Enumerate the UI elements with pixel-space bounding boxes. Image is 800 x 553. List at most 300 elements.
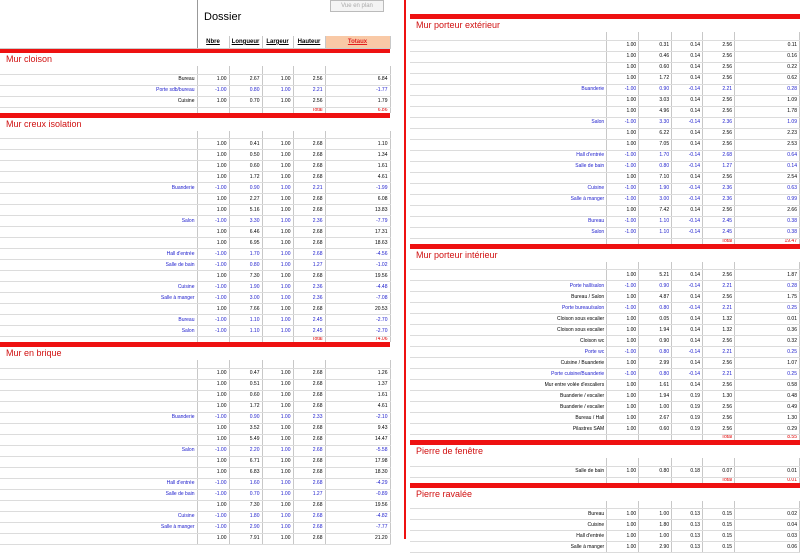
cell-largeur[interactable]: 0.14 (672, 292, 703, 303)
cell-hauteur[interactable]: 2.56 (703, 380, 735, 391)
cell-longueur[interactable]: 0.80 (639, 161, 672, 172)
row-label[interactable]: Buanderie (410, 84, 607, 95)
cell-largeur[interactable]: 1.00 (262, 260, 293, 271)
cell-totaux[interactable]: 0.38 (735, 227, 800, 238)
cell-nbre[interactable]: 1.00 (607, 531, 639, 542)
cell-longueur[interactable]: 0.80 (639, 466, 672, 477)
cell-nbre[interactable]: -1.00 (197, 183, 229, 194)
cell-nbre[interactable]: -1.00 (607, 216, 639, 227)
cell-longueur[interactable]: 7.91 (229, 533, 262, 544)
cell-largeur[interactable]: 1.00 (262, 205, 293, 216)
row-label[interactable] (410, 205, 607, 216)
cell-hauteur[interactable]: 0.07 (703, 466, 735, 477)
row-label[interactable] (0, 467, 197, 478)
cell-nbre[interactable]: -1.00 (607, 347, 639, 358)
cell-nbre[interactable]: 1.00 (607, 139, 639, 150)
row-label[interactable]: Porte wc (410, 347, 607, 358)
cell-longueur[interactable]: 1.60 (229, 478, 262, 489)
cell-longueur[interactable]: 0.80 (639, 347, 672, 358)
cell-hauteur[interactable]: 2.68 (293, 401, 325, 412)
cell-totaux[interactable]: 0.25 (735, 369, 800, 380)
row-label[interactable]: Cuisine (0, 96, 197, 107)
cell-largeur[interactable]: 0.14 (672, 325, 703, 336)
cell-longueur[interactable]: 0.46 (639, 51, 672, 62)
cell-hauteur[interactable]: 2.68 (293, 533, 325, 544)
cell-largeur[interactable]: 0.19 (672, 413, 703, 424)
cell-largeur[interactable]: 0.14 (672, 128, 703, 139)
cell-hauteur[interactable]: 2.68 (293, 161, 325, 172)
cell-hauteur[interactable]: 2.36 (703, 194, 735, 205)
cell-nbre[interactable]: -1.00 (197, 489, 229, 500)
cell-longueur[interactable]: 1.70 (639, 150, 672, 161)
cell-totaux[interactable]: -2.10 (325, 412, 390, 423)
cell-totaux[interactable]: 14.47 (325, 434, 390, 445)
row-label[interactable]: Cloison sous escalier (410, 314, 607, 325)
cell-nbre[interactable]: 1.00 (197, 456, 229, 467)
cell-hauteur[interactable]: 2.56 (703, 205, 735, 216)
cell-largeur[interactable]: 0.14 (672, 51, 703, 62)
cell-nbre[interactable]: -1.00 (197, 293, 229, 304)
cell-hauteur[interactable]: 0.15 (703, 542, 735, 553)
cell-largeur[interactable]: 1.00 (262, 315, 293, 326)
cell-hauteur[interactable]: 2.36 (293, 282, 325, 293)
cell-hauteur[interactable]: 1.27 (293, 260, 325, 271)
cell-totaux[interactable]: 0.28 (735, 84, 800, 95)
cell-hauteur[interactable]: 2.21 (293, 85, 325, 96)
cell-hauteur[interactable]: 2.56 (703, 402, 735, 413)
cell-nbre[interactable]: 1.00 (197, 150, 229, 161)
cell-longueur[interactable]: 1.10 (639, 216, 672, 227)
cell-longueur[interactable]: 0.80 (639, 303, 672, 314)
cell-hauteur[interactable]: 2.68 (293, 368, 325, 379)
cell-hauteur[interactable]: 2.36 (293, 216, 325, 227)
cell-totaux[interactable]: 1.10 (325, 139, 390, 150)
cell-totaux[interactable]: -2.70 (325, 315, 390, 326)
cell-largeur[interactable]: 0.14 (672, 314, 703, 325)
cell-hauteur[interactable]: 2.56 (703, 73, 735, 84)
cell-largeur[interactable]: 0.13 (672, 509, 703, 520)
cell-longueur[interactable]: 1.00 (639, 509, 672, 520)
row-label[interactable]: Bureau (410, 509, 607, 520)
cell-nbre[interactable]: 1.00 (197, 271, 229, 282)
cell-totaux[interactable]: 6.84 (325, 74, 390, 85)
cell-totaux[interactable]: 18.30 (325, 467, 390, 478)
row-label[interactable] (0, 379, 197, 390)
row-label[interactable]: Porte cuisine/Buanderie (410, 369, 607, 380)
cell-longueur[interactable]: 0.90 (639, 281, 672, 292)
cell-hauteur[interactable]: 2.56 (703, 358, 735, 369)
cell-hauteur[interactable]: 2.21 (703, 281, 735, 292)
row-label[interactable] (0, 401, 197, 412)
row-label[interactable]: Buanderie (0, 183, 197, 194)
cell-hauteur[interactable]: 2.68 (293, 500, 325, 511)
cell-totaux[interactable]: -0.89 (325, 489, 390, 500)
cell-nbre[interactable]: -1.00 (607, 117, 639, 128)
cell-longueur[interactable]: 7.66 (229, 304, 262, 315)
cell-hauteur[interactable]: 2.21 (703, 84, 735, 95)
cell-largeur[interactable]: -0.14 (672, 281, 703, 292)
cell-nbre[interactable]: 1.00 (197, 74, 229, 85)
cell-nbre[interactable]: -1.00 (607, 84, 639, 95)
cell-totaux[interactable]: 1.37 (325, 379, 390, 390)
row-label[interactable]: Salle à manger (410, 194, 607, 205)
cell-largeur[interactable]: 1.00 (262, 326, 293, 337)
cell-nbre[interactable]: 1.00 (197, 194, 229, 205)
cell-longueur[interactable]: 2.20 (229, 445, 262, 456)
cell-longueur[interactable]: 0.31 (639, 40, 672, 51)
cell-largeur[interactable]: 1.00 (262, 489, 293, 500)
cell-totaux[interactable]: 19.56 (325, 500, 390, 511)
row-label[interactable]: Bureau (0, 315, 197, 326)
cell-largeur[interactable]: 0.14 (672, 270, 703, 281)
row-label[interactable] (410, 128, 607, 139)
cell-largeur[interactable]: 1.00 (262, 423, 293, 434)
cell-totaux[interactable]: 0.02 (735, 509, 800, 520)
cell-hauteur[interactable]: 2.68 (293, 478, 325, 489)
cell-hauteur[interactable]: 2.68 (293, 271, 325, 282)
cell-largeur[interactable]: 1.00 (262, 467, 293, 478)
cell-totaux[interactable]: 0.28 (735, 281, 800, 292)
cell-nbre[interactable]: -1.00 (607, 194, 639, 205)
row-label[interactable] (0, 434, 197, 445)
cell-totaux[interactable]: 0.99 (735, 194, 800, 205)
cell-longueur[interactable]: 7.05 (639, 139, 672, 150)
cell-longueur[interactable]: 2.67 (639, 413, 672, 424)
cell-hauteur[interactable]: 2.56 (703, 424, 735, 435)
cell-totaux[interactable]: 1.78 (735, 106, 800, 117)
cell-hauteur[interactable]: 2.45 (703, 227, 735, 238)
cell-largeur[interactable]: 0.14 (672, 139, 703, 150)
cell-hauteur[interactable]: 2.21 (703, 369, 735, 380)
column-header-hauteur[interactable]: Hauteur (293, 36, 325, 48)
cell-totaux[interactable]: 1.61 (325, 161, 390, 172)
row-label[interactable]: Salle à manger (410, 542, 607, 553)
cell-largeur[interactable]: 1.00 (262, 445, 293, 456)
row-label[interactable] (0, 500, 197, 511)
column-header-totaux[interactable]: Totaux (325, 36, 390, 48)
cell-largeur[interactable]: 1.00 (262, 511, 293, 522)
row-label[interactable] (410, 62, 607, 73)
cell-longueur[interactable]: 3.30 (639, 117, 672, 128)
cell-largeur[interactable]: 0.19 (672, 391, 703, 402)
cell-totaux[interactable]: 0.11 (735, 40, 800, 51)
column-header-largeur[interactable]: Largeur (262, 36, 293, 48)
cell-longueur[interactable]: 0.90 (229, 183, 262, 194)
cell-totaux[interactable]: 0.25 (735, 303, 800, 314)
cell-longueur[interactable]: 6.83 (229, 467, 262, 478)
cell-totaux[interactable]: 2.23 (735, 128, 800, 139)
cell-nbre[interactable]: 1.00 (607, 391, 639, 402)
cell-largeur[interactable]: 1.00 (262, 150, 293, 161)
cell-totaux[interactable]: 4.61 (325, 401, 390, 412)
cell-longueur[interactable]: 0.41 (229, 139, 262, 150)
cell-totaux[interactable]: 1.09 (735, 117, 800, 128)
row-label[interactable]: Buanderie (0, 412, 197, 423)
row-label[interactable]: Cloison sous escalier (410, 325, 607, 336)
cell-nbre[interactable]: 1.00 (607, 51, 639, 62)
cell-hauteur[interactable]: 1.27 (703, 161, 735, 172)
row-label[interactable]: Buanderie / escalier (410, 391, 607, 402)
cell-largeur[interactable]: 1.00 (262, 379, 293, 390)
cell-hauteur[interactable]: 2.68 (293, 511, 325, 522)
row-label[interactable]: Salon (0, 445, 197, 456)
row-label[interactable] (0, 139, 197, 150)
cell-longueur[interactable]: 0.47 (229, 368, 262, 379)
cell-nbre[interactable]: 1.00 (197, 390, 229, 401)
cell-largeur[interactable]: 1.00 (262, 161, 293, 172)
cell-longueur[interactable]: 1.10 (639, 227, 672, 238)
cell-hauteur[interactable]: 2.56 (703, 172, 735, 183)
cell-nbre[interactable]: 1.00 (607, 95, 639, 106)
row-label[interactable]: Bureau / Hall (410, 413, 607, 424)
cell-largeur[interactable]: 1.00 (262, 412, 293, 423)
cell-nbre[interactable]: -1.00 (197, 260, 229, 271)
cell-totaux[interactable]: -7.77 (325, 522, 390, 533)
cell-hauteur[interactable]: 2.68 (293, 434, 325, 445)
cell-longueur[interactable]: 6.71 (229, 456, 262, 467)
cell-totaux[interactable]: 9.43 (325, 423, 390, 434)
cell-longueur[interactable]: 0.90 (639, 84, 672, 95)
cell-largeur[interactable]: 0.14 (672, 40, 703, 51)
cell-largeur[interactable]: -0.14 (672, 117, 703, 128)
cell-longueur[interactable]: 1.10 (229, 315, 262, 326)
row-label[interactable]: Buanderie / escalier (410, 402, 607, 413)
row-label[interactable] (0, 304, 197, 315)
cell-nbre[interactable]: 1.00 (607, 106, 639, 117)
row-label[interactable]: Bureau (410, 216, 607, 227)
cell-totaux[interactable]: 20.53 (325, 304, 390, 315)
cell-hauteur[interactable]: 2.36 (703, 117, 735, 128)
cell-hauteur[interactable]: 2.56 (293, 96, 325, 107)
cell-nbre[interactable]: 1.00 (197, 161, 229, 172)
row-label[interactable] (0, 390, 197, 401)
cell-totaux[interactable]: 2.66 (735, 205, 800, 216)
cell-nbre[interactable]: -1.00 (607, 161, 639, 172)
cell-hauteur[interactable]: 1.32 (703, 325, 735, 336)
cell-longueur[interactable]: 7.42 (639, 205, 672, 216)
cell-nbre[interactable]: 1.00 (197, 139, 229, 150)
cell-nbre[interactable]: -1.00 (197, 85, 229, 96)
cell-totaux[interactable]: 0.48 (735, 391, 800, 402)
cell-longueur[interactable]: 5.49 (229, 434, 262, 445)
cell-longueur[interactable]: 0.80 (639, 369, 672, 380)
cell-largeur[interactable]: 1.00 (262, 238, 293, 249)
row-label[interactable]: Salle à manger (0, 293, 197, 304)
row-label[interactable]: Salle de bain (0, 260, 197, 271)
cell-hauteur[interactable]: 0.15 (703, 509, 735, 520)
row-label[interactable]: Cuisine (0, 511, 197, 522)
cell-hauteur[interactable]: 2.68 (293, 423, 325, 434)
cell-totaux[interactable]: 0.58 (735, 380, 800, 391)
row-label[interactable]: Porte bureau/salon (410, 303, 607, 314)
row-label[interactable] (410, 106, 607, 117)
cell-totaux[interactable]: 1.30 (735, 413, 800, 424)
cell-longueur[interactable]: 7.30 (229, 271, 262, 282)
cell-nbre[interactable]: 1.00 (607, 172, 639, 183)
cell-longueur[interactable]: 1.90 (229, 282, 262, 293)
row-label[interactable]: Hall d'entrée (410, 150, 607, 161)
cell-nbre[interactable]: 1.00 (607, 509, 639, 520)
cell-totaux[interactable]: 0.63 (735, 183, 800, 194)
cell-largeur[interactable]: -0.14 (672, 183, 703, 194)
cell-nbre[interactable]: -1.00 (607, 183, 639, 194)
cell-longueur[interactable]: 0.51 (229, 379, 262, 390)
cell-totaux[interactable]: 0.16 (735, 51, 800, 62)
cell-largeur[interactable]: -0.14 (672, 303, 703, 314)
cell-totaux[interactable]: -4.82 (325, 511, 390, 522)
cell-totaux[interactable]: 1.87 (735, 270, 800, 281)
cell-totaux[interactable]: 0.49 (735, 402, 800, 413)
cell-nbre[interactable]: 1.00 (607, 542, 639, 553)
cell-largeur[interactable]: 1.00 (262, 172, 293, 183)
cell-nbre[interactable]: 1.00 (607, 358, 639, 369)
cell-longueur[interactable]: 0.60 (639, 424, 672, 435)
cell-totaux[interactable]: -1.02 (325, 260, 390, 271)
cell-hauteur[interactable]: 2.36 (293, 293, 325, 304)
cell-longueur[interactable]: 1.94 (639, 325, 672, 336)
cell-hauteur[interactable]: 1.32 (703, 314, 735, 325)
cell-totaux[interactable]: 0.03 (735, 531, 800, 542)
cell-largeur[interactable]: 1.00 (262, 500, 293, 511)
cell-totaux[interactable]: 0.38 (735, 216, 800, 227)
row-label[interactable]: Salle de bain (410, 161, 607, 172)
cell-longueur[interactable]: 2.27 (229, 194, 262, 205)
cell-hauteur[interactable]: 2.68 (293, 227, 325, 238)
cell-totaux[interactable]: 0.25 (735, 347, 800, 358)
cell-totaux[interactable]: 1.79 (325, 96, 390, 107)
cell-totaux[interactable]: 0.04 (735, 520, 800, 531)
cell-nbre[interactable]: 1.00 (197, 423, 229, 434)
cell-largeur[interactable]: 1.00 (262, 390, 293, 401)
cell-longueur[interactable]: 5.16 (229, 205, 262, 216)
cell-nbre[interactable]: 1.00 (197, 368, 229, 379)
cell-totaux[interactable]: 0.01 (735, 314, 800, 325)
cell-largeur[interactable]: 1.00 (262, 293, 293, 304)
cell-totaux[interactable]: -7.79 (325, 216, 390, 227)
cell-longueur[interactable]: 1.72 (229, 172, 262, 183)
row-label[interactable]: Salon (410, 227, 607, 238)
cell-hauteur[interactable]: 2.56 (293, 74, 325, 85)
cell-nbre[interactable]: 1.00 (197, 467, 229, 478)
cell-longueur[interactable]: 7.30 (229, 500, 262, 511)
cell-largeur[interactable]: 0.14 (672, 62, 703, 73)
cell-largeur[interactable]: 1.00 (262, 304, 293, 315)
cell-nbre[interactable]: 1.00 (607, 205, 639, 216)
cell-totaux[interactable]: -7.08 (325, 293, 390, 304)
cell-largeur[interactable]: -0.14 (672, 347, 703, 358)
cell-nbre[interactable]: 1.00 (197, 172, 229, 183)
cell-hauteur[interactable]: 2.68 (293, 445, 325, 456)
cell-longueur[interactable]: 0.80 (229, 260, 262, 271)
cell-hauteur[interactable]: 2.68 (293, 150, 325, 161)
cell-hauteur[interactable]: 2.21 (703, 303, 735, 314)
cell-largeur[interactable]: 0.14 (672, 73, 703, 84)
row-label[interactable] (0, 368, 197, 379)
cell-largeur[interactable]: 0.13 (672, 531, 703, 542)
cell-longueur[interactable]: 2.67 (229, 74, 262, 85)
cell-largeur[interactable]: 1.00 (262, 227, 293, 238)
cell-largeur[interactable]: 0.14 (672, 336, 703, 347)
cell-nbre[interactable]: -1.00 (197, 412, 229, 423)
cell-nbre[interactable]: 1.00 (197, 379, 229, 390)
cell-hauteur[interactable]: 2.56 (703, 62, 735, 73)
cell-totaux[interactable]: 1.26 (325, 368, 390, 379)
column-header-nbre[interactable]: Nbre (197, 36, 229, 48)
cell-longueur[interactable]: 2.90 (229, 522, 262, 533)
cell-totaux[interactable]: 0.32 (735, 336, 800, 347)
cell-hauteur[interactable]: 2.56 (703, 128, 735, 139)
cell-longueur[interactable]: 5.21 (639, 270, 672, 281)
cell-totaux[interactable]: -5.58 (325, 445, 390, 456)
cell-hauteur[interactable]: 2.21 (703, 347, 735, 358)
cell-totaux[interactable]: 17.98 (325, 456, 390, 467)
cell-largeur[interactable]: 0.14 (672, 106, 703, 117)
cell-largeur[interactable]: 1.00 (262, 139, 293, 150)
cell-longueur[interactable]: 1.90 (639, 183, 672, 194)
cell-totaux[interactable]: -1.77 (325, 85, 390, 96)
cell-nbre[interactable]: 1.00 (197, 533, 229, 544)
cell-largeur[interactable]: 1.00 (262, 183, 293, 194)
cell-longueur[interactable]: 0.70 (229, 96, 262, 107)
cell-largeur[interactable]: 1.00 (262, 401, 293, 412)
cell-nbre[interactable]: -1.00 (197, 511, 229, 522)
row-label[interactable]: Salle de bain (0, 489, 197, 500)
cell-largeur[interactable]: 0.14 (672, 172, 703, 183)
cell-largeur[interactable]: 0.14 (672, 95, 703, 106)
cell-totaux[interactable]: 0.62 (735, 73, 800, 84)
cell-largeur[interactable]: 1.00 (262, 216, 293, 227)
cell-hauteur[interactable]: 2.56 (703, 292, 735, 303)
cell-longueur[interactable]: 1.70 (229, 249, 262, 260)
cell-nbre[interactable]: 1.00 (607, 520, 639, 531)
row-label[interactable]: Salon (0, 326, 197, 337)
cell-hauteur[interactable]: 2.68 (293, 205, 325, 216)
cell-hauteur[interactable]: 2.68 (293, 390, 325, 401)
cell-largeur[interactable]: -0.14 (672, 150, 703, 161)
cell-largeur[interactable]: 1.00 (262, 282, 293, 293)
row-label[interactable] (0, 238, 197, 249)
row-label[interactable] (0, 172, 197, 183)
cell-hauteur[interactable]: 2.68 (293, 304, 325, 315)
row-label[interactable]: Porte sdb/bureau (0, 85, 197, 96)
row-label[interactable]: Bureau (0, 74, 197, 85)
cell-longueur[interactable]: 1.00 (639, 402, 672, 413)
cell-largeur[interactable]: 0.19 (672, 402, 703, 413)
cell-longueur[interactable]: 0.90 (229, 412, 262, 423)
cell-longueur[interactable]: 0.90 (639, 336, 672, 347)
cell-nbre[interactable]: -1.00 (197, 445, 229, 456)
cell-longueur[interactable]: 1.10 (229, 326, 262, 337)
cell-longueur[interactable]: 3.00 (639, 194, 672, 205)
vue-en-plan-button[interactable]: Vue en plan (330, 0, 384, 12)
cell-hauteur[interactable]: 2.56 (703, 270, 735, 281)
cell-largeur[interactable]: 1.00 (262, 194, 293, 205)
cell-largeur[interactable]: 1.00 (262, 456, 293, 467)
row-label[interactable]: Porte hall/salon (410, 281, 607, 292)
cell-largeur[interactable]: 1.00 (262, 533, 293, 544)
cell-longueur[interactable]: 0.70 (229, 489, 262, 500)
cell-hauteur[interactable]: 0.15 (703, 520, 735, 531)
row-label[interactable] (0, 456, 197, 467)
cell-hauteur[interactable]: 2.45 (293, 315, 325, 326)
cell-nbre[interactable]: 1.00 (197, 401, 229, 412)
cell-longueur[interactable]: 2.99 (639, 358, 672, 369)
cell-nbre[interactable]: 1.00 (607, 40, 639, 51)
cell-totaux[interactable]: 13.83 (325, 205, 390, 216)
row-label[interactable]: Cuisine / Buanderie (410, 358, 607, 369)
cell-hauteur[interactable]: 2.68 (293, 522, 325, 533)
cell-totaux[interactable]: -4.56 (325, 249, 390, 260)
